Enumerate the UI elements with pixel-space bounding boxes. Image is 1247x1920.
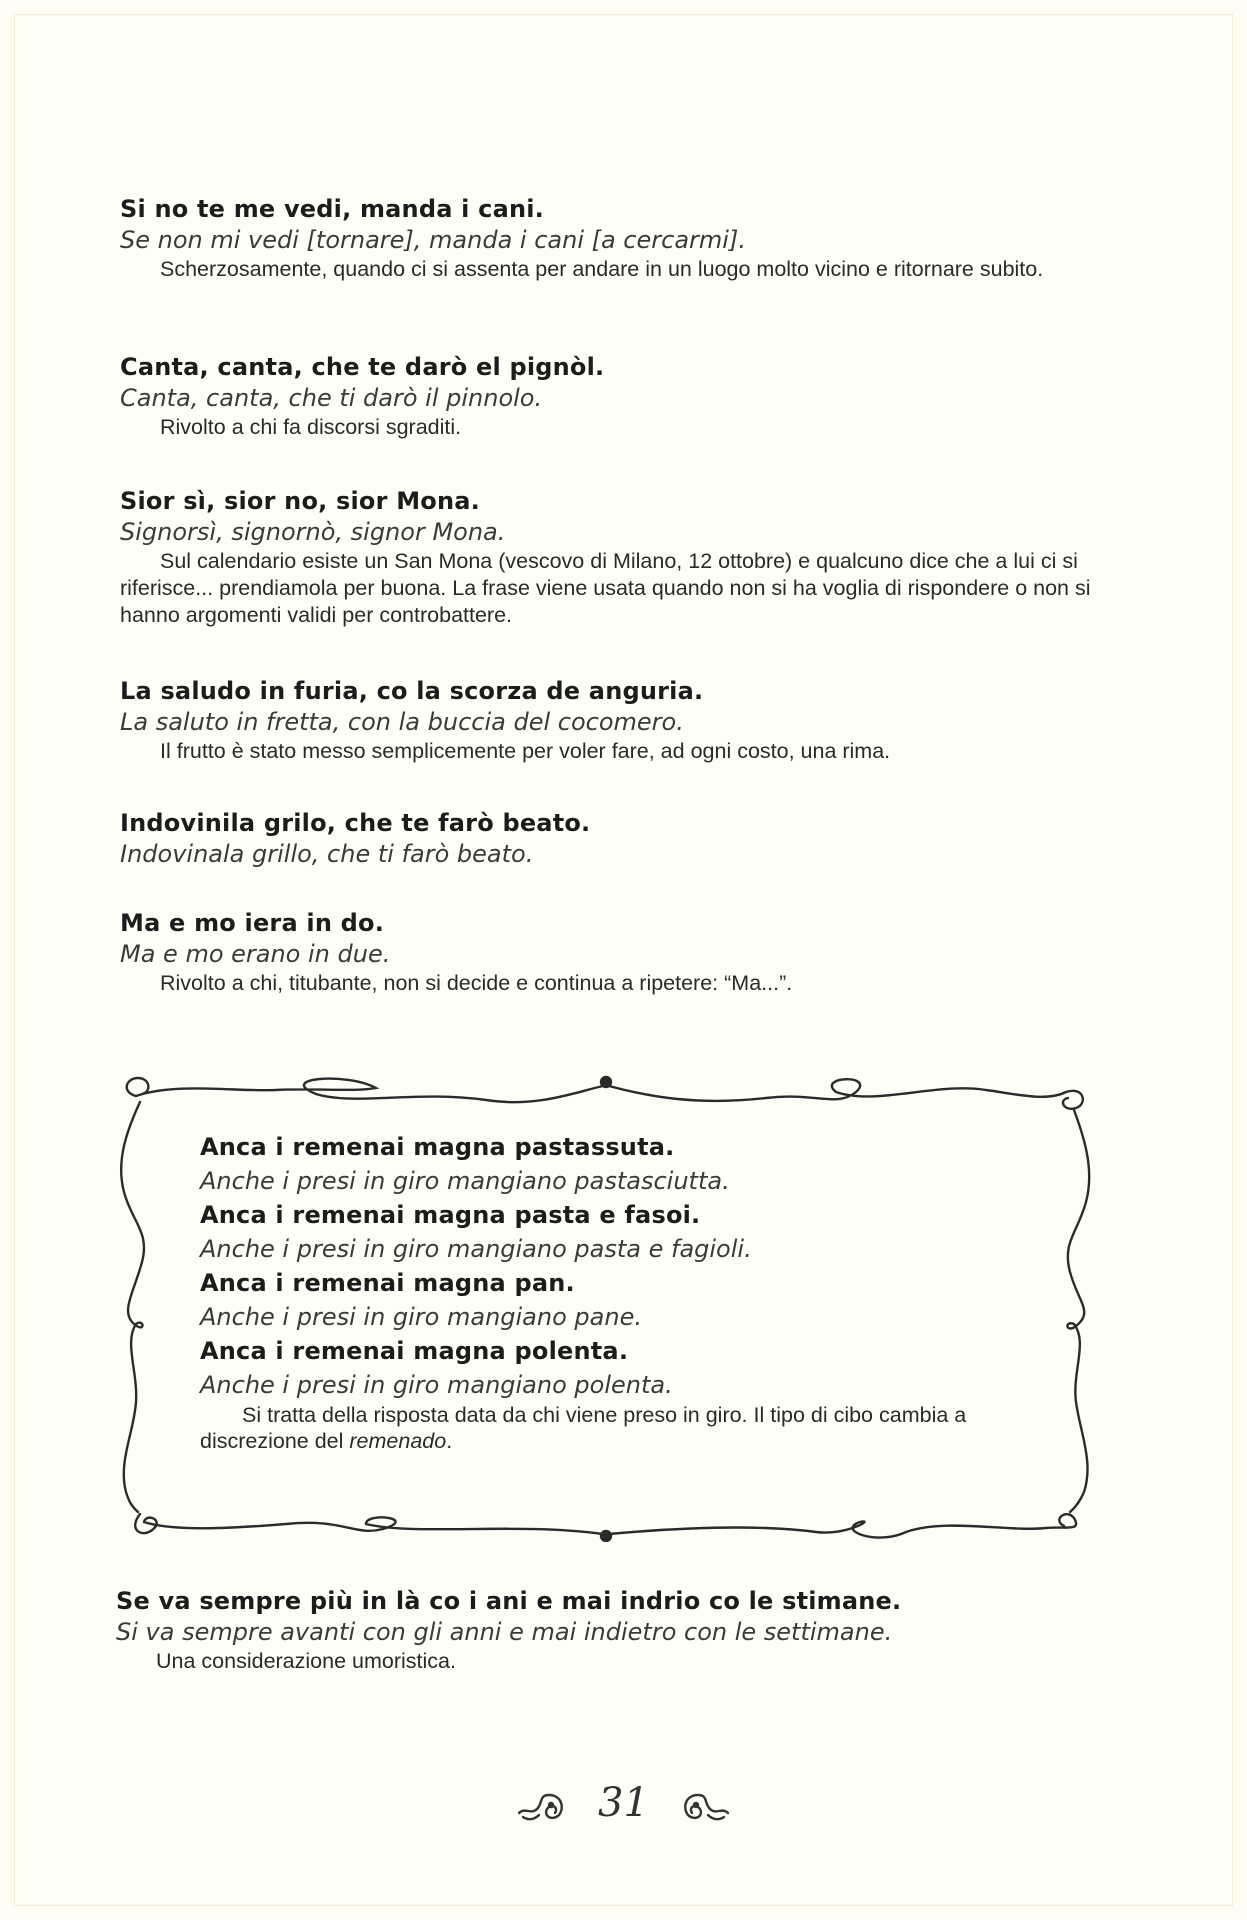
proverb-translation: Si va sempre avanti con gli anni e mai indietro con le settimane. xyxy=(116,1618,893,1646)
proverb-entry-4 xyxy=(120,676,1110,765)
proverb-note: Una considerazione umoristica. xyxy=(156,1649,456,1673)
page-number: 31 xyxy=(598,1780,649,1826)
proverb-entry-2 xyxy=(120,352,1110,441)
proverb-dialect: Sior sì, sior no, sior Mona. xyxy=(120,487,480,515)
proverb-dialect: La saludo in furia, co la scorza de anguria. xyxy=(120,677,704,705)
framed-note-text: Si tratta della risposta data da chi viene preso in giro. Il tipo di cibo cambia a discrezione del xyxy=(200,1403,967,1453)
page-footer xyxy=(0,1780,1247,1826)
proverb-entry-6 xyxy=(120,908,1110,997)
proverb-translation: La saluto in fretta, con la buccia del cocomero. xyxy=(120,708,684,736)
proverb-note: Rivolto a chi, titubante, non si decide e continua a ripetere: “Ma...”. xyxy=(160,971,793,995)
proverb-dialect: Ma e mo iera in do. xyxy=(120,909,385,937)
framed-dialect-1: Anca i remenai magna pastassuta. xyxy=(200,1133,675,1161)
framed-translation-1: Anche i presi in giro mangiano pastasciutta. xyxy=(200,1167,730,1195)
proverb-note: Scherzosamente, quando ci si assenta per andare in un luogo molto vicino e ritornare subito. xyxy=(160,257,1044,281)
framed-translation-2: Anche i presi in giro mangiano pasta e fagioli. xyxy=(200,1235,752,1263)
proverb-note: Rivolto a chi fa discorsi sgraditi. xyxy=(160,415,462,439)
framed-note xyxy=(200,1402,1020,1454)
proverb-dialect: Canta, canta, che te darò el pignòl. xyxy=(120,353,605,381)
framed-dialect-2: Anca i remenai magna pasta e fasoi. xyxy=(200,1201,701,1229)
proverb-dialect: Se va sempre più in là co i ani e mai indrio co le stimane. xyxy=(116,1587,902,1615)
framed-note-emphasis: remenado xyxy=(349,1429,447,1453)
proverb-entry-3 xyxy=(120,486,1110,629)
framed-dialect-4: Anca i remenai magna polenta. xyxy=(200,1337,629,1365)
framed-translation-3: Anche i presi in giro mangiano pane. xyxy=(200,1303,642,1331)
left-flourish-icon xyxy=(515,1789,571,1823)
proverb-translation: Indovinala grillo, che ti farò beato. xyxy=(120,840,534,868)
right-flourish-icon xyxy=(676,1789,732,1823)
proverb-dialect: Si no te me vedi, manda i cani. xyxy=(120,195,544,223)
proverb-translation: Se non mi vedi [tornare], manda i cani [a cercarmi]. xyxy=(120,226,746,254)
proverb-entry-5 xyxy=(120,808,1110,870)
framed-dialect-3: Anca i remenai magna pan. xyxy=(200,1269,575,1297)
proverb-note: Il frutto è stato messo semplicemente per voler fare, ad ogni costo, una rima. xyxy=(160,739,891,763)
proverb-translation: Canta, canta, che ti darò il pinnolo. xyxy=(120,384,543,412)
proverb-translation: Ma e mo erano in due. xyxy=(120,940,391,968)
framed-translation-4: Anche i presi in giro mangiano polenta. xyxy=(200,1371,673,1399)
proverb-translation: Signorsì, signornò, signor Mona. xyxy=(120,518,506,546)
framed-note-suffix: . xyxy=(446,1429,453,1453)
proverb-dialect: Indovinila grilo, che te farò beato. xyxy=(120,809,591,837)
proverb-entry-last xyxy=(116,1586,1106,1675)
framed-proverb-block xyxy=(200,1130,1020,1454)
proverb-note: Sul calendario esiste un San Mona (vescovo di Milano, 12 ottobre) e qualcuno dice che a lui ci si riferisce... prendiamola per buona. La frase viene usata quando non si ha voglia di rispondere o non si hanno argomenti validi per controbattere. xyxy=(120,549,1091,627)
proverb-entry-1 xyxy=(120,194,1110,283)
